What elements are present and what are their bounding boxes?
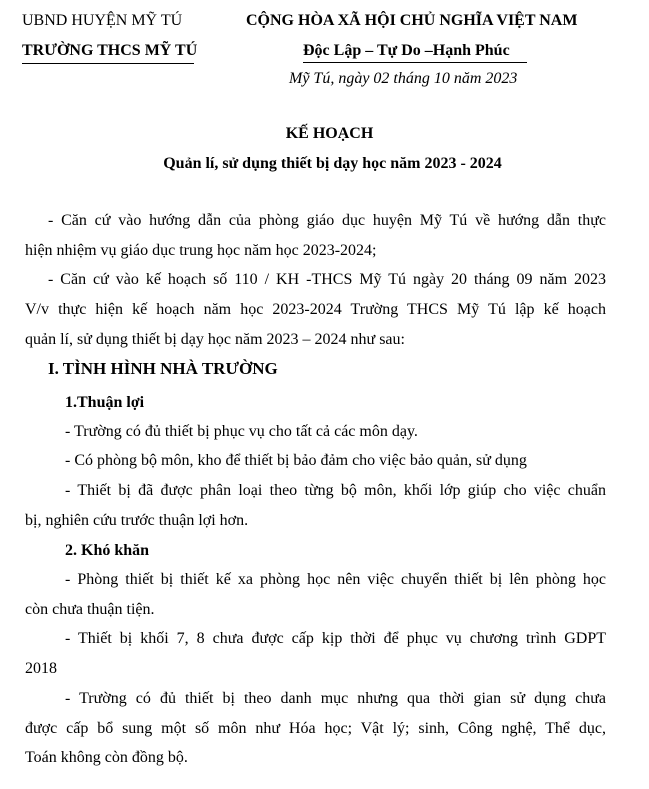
list-item: - Phòng thiết bị thiết kế xa phòng học nên việc chuyển thiết bị lên phòng học (65, 571, 606, 588)
preamble-p2-line1: - Căn cứ vào kế hoạch số 110 / KH -THCS Mỹ Tú ngày 20 tháng 09 năm 2023 (48, 271, 606, 288)
list-item-continued: được cấp bổ sung một số môn như Hóa học; Vật lý; sinh, Công nghệ, Thể dục, (25, 720, 606, 737)
list-item: - Có phòng bộ môn, kho để thiết bị bảo đảm cho việc bảo quản, sử dụng (65, 452, 527, 469)
subsection-heading-difficulties: 2. Khó khăn (65, 542, 150, 559)
preamble-p1-line2: hiện nhiệm vụ giáo dục trung học năm học 2023-2024; (25, 242, 377, 259)
list-item-continued: còn chưa thuận tiện. (25, 601, 155, 618)
list-item: - Thiết bị đã được phân loại theo từng bộ môn, khối lớp giúp cho việc chuẩn (65, 482, 606, 499)
agency-name: UBND HUYỆN MỸ TÚ (22, 12, 183, 29)
preamble-p2-line3: quản lí, sử dụng thiết bị dạy học năm 2023 – 2024 như sau: (25, 331, 405, 348)
preamble-p1-line1: - Căn cứ vào hướng dẫn của phòng giáo dục huyện Mỹ Tú về hướng dẫn thực (48, 212, 606, 229)
list-item: - Trường có đủ thiết bị phục vụ cho tất cả các môn dạy. (65, 423, 418, 440)
subsection-heading-advantages: 1.Thuận lợi (65, 394, 145, 411)
list-item: - Thiết bị khối 7, 8 chưa được cấp kịp thời để phục vụ chương trình GDPT (65, 630, 606, 647)
date-line: Mỹ Tú, ngày 02 tháng 10 năm 2023 (289, 70, 518, 87)
list-item: - Trường có đủ thiết bị theo danh mục nhưng qua thời gian sử dụng chưa (65, 690, 606, 707)
national-motto: Độc Lập – Tự Do –Hạnh Phúc (303, 42, 510, 59)
motto-underline (303, 62, 527, 63)
school-name: TRƯỜNG THCS MỸ TÚ (22, 42, 198, 59)
school-name-underline (22, 63, 194, 64)
list-item-continued: 2018 (25, 660, 57, 677)
list-item-continued: Toán không còn đồng bộ. (25, 749, 188, 766)
national-title: CỘNG HÒA XÃ HỘI CHỦ NGHĨA VIỆT NAM (246, 12, 578, 29)
section-heading: I. TÌNH HÌNH NHÀ TRƯỜNG (48, 359, 278, 378)
document-subtitle: Quản lí, sử dụng thiết bị dạy học năm 2023 - 2024 (163, 155, 502, 172)
list-item-continued: bị, nghiên cứu trước thuận lợi hơn. (25, 512, 249, 529)
document-title: KẾ HOẠCH (285, 125, 374, 142)
preamble-p2-line2: V/v thực hiện kế hoạch năm học 2023-2024 Trường THCS Mỹ Tú lập kế hoạch (25, 301, 606, 318)
